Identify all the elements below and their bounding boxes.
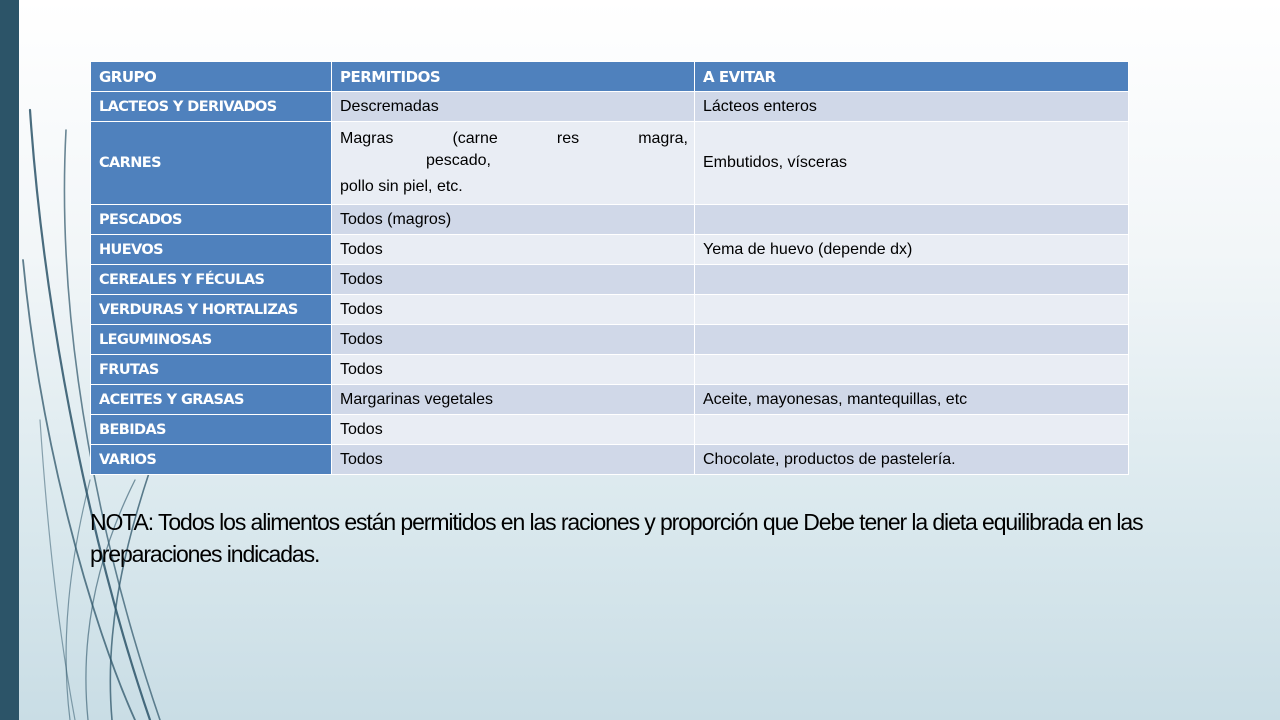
grupo-cell: VERDURAS Y HORTALIZAS xyxy=(91,295,332,325)
table-row xyxy=(91,385,1129,415)
table-header-row xyxy=(91,62,1129,92)
header-grupo: GRUPO xyxy=(91,62,332,92)
permitidos-word: Magras xyxy=(340,130,394,147)
permitidos-cell: Margarinas vegetales xyxy=(332,385,695,415)
evitar-cell xyxy=(695,265,1129,295)
grupo-cell: PESCADOS xyxy=(91,205,332,235)
permitidos-cell: Todos xyxy=(332,265,695,295)
evitar-cell xyxy=(695,325,1129,355)
table-row xyxy=(91,235,1129,265)
permitidos-cell: Todos xyxy=(332,355,695,385)
permitidos-cell: Todos xyxy=(332,295,695,325)
header-a-evitar: A EVITAR xyxy=(695,62,1129,92)
grupo-cell: HUEVOS xyxy=(91,235,332,265)
permitidos-cell: Todos xyxy=(332,325,695,355)
table-row xyxy=(91,122,1129,205)
grupo-cell: VARIOS xyxy=(91,445,332,475)
grupo-cell: CEREALES Y FÉCULAS xyxy=(91,265,332,295)
evitar-cell xyxy=(695,295,1129,325)
grupo-cell: CARNES xyxy=(91,122,332,205)
permitidos-cell: Todos (magros) xyxy=(332,205,695,235)
diet-table xyxy=(90,61,1129,475)
permitidos-word: magra, xyxy=(638,130,688,147)
table-row xyxy=(91,355,1129,385)
left-accent-bar xyxy=(0,0,19,720)
evitar-cell: Aceite, mayonesas, mantequillas, etc xyxy=(695,385,1129,415)
permitidos-line: pollo sin piel, etc. xyxy=(340,178,463,195)
table-row xyxy=(91,205,1129,235)
evitar-cell xyxy=(695,355,1129,385)
evitar-cell: Chocolate, productos de pastelería. xyxy=(695,445,1129,475)
permitidos-cell: Todos xyxy=(332,415,695,445)
table-row xyxy=(91,445,1129,475)
grupo-cell: BEBIDAS xyxy=(91,415,332,445)
permitidos-word: (carne xyxy=(452,130,498,147)
table-row xyxy=(91,415,1129,445)
note-text: NOTA: Todos los alimentos están permitidos en las raciones y proporción que Debe tener la dieta equilibrada en las preparaciones indicadas. xyxy=(90,509,1143,567)
evitar-cell xyxy=(695,415,1129,445)
permitidos-cell xyxy=(332,122,695,205)
evitar-cell: Lácteos enteros xyxy=(695,92,1129,122)
grupo-cell: FRUTAS xyxy=(91,355,332,385)
header-permitidos: PERMITIDOS xyxy=(332,62,695,92)
table-row xyxy=(91,325,1129,355)
evitar-cell: Yema de huevo (depende dx) xyxy=(695,235,1129,265)
permitidos-word: res xyxy=(556,130,580,147)
table-row xyxy=(91,295,1129,325)
grupo-cell: LACTEOS Y DERIVADOS xyxy=(91,92,332,122)
permitidos-line: pescado, xyxy=(426,152,491,169)
grupo-cell: ACEITES Y GRASAS xyxy=(91,385,332,415)
table-row xyxy=(91,265,1129,295)
permitidos-cell: Todos xyxy=(332,445,695,475)
grupo-cell: LEGUMINOSAS xyxy=(91,325,332,355)
evitar-cell: Embutidos, vísceras xyxy=(695,122,1129,205)
table-row xyxy=(91,92,1129,122)
permitidos-cell: Todos xyxy=(332,235,695,265)
evitar-cell xyxy=(695,205,1129,235)
permitidos-cell: Descremadas xyxy=(332,92,695,122)
